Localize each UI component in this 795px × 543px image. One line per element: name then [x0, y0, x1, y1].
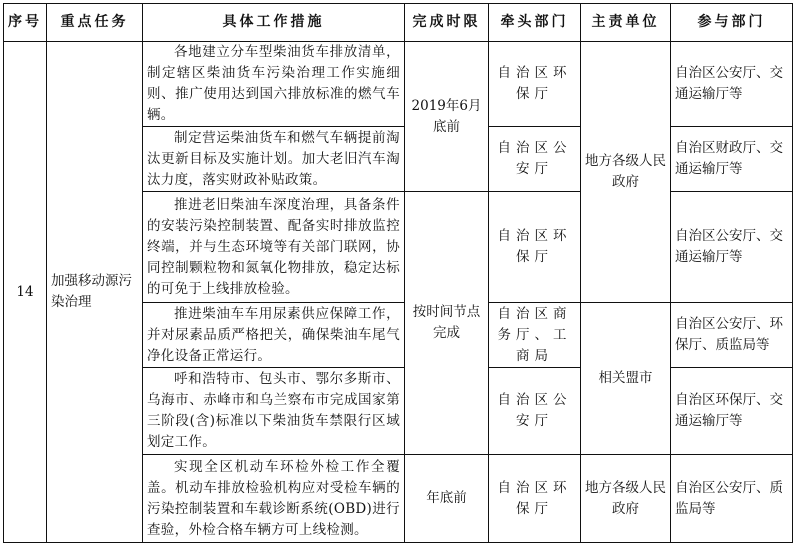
- key-task-cell: 加强移动源污染治理: [47, 42, 143, 543]
- header-key-task: 重点任务: [47, 4, 143, 42]
- work-measures-table: [3, 3, 793, 543]
- responsible-unit-cell: 地方各级人民政府: [581, 455, 671, 543]
- lead-department-cell: 自治区公安厅: [489, 368, 581, 455]
- measure-cell: 呼和浩特市、包头市、鄂尔多斯市、乌海市、赤峰市和乌兰察布市完成国家第三阶段(含)标准以下柴油货车禁限行区域划定工作。: [143, 368, 405, 455]
- header-serial-number: 序号: [4, 4, 47, 42]
- serial-number-cell: 14: [4, 42, 47, 543]
- participants-cell: 自治区公安厅、交通运输厅等: [671, 192, 793, 303]
- deadline-cell: 按时间节点完成: [405, 192, 489, 455]
- header-lead-department: 牵头部门: [489, 4, 581, 42]
- lead-department-cell: 自治区商务厅、工商局: [489, 303, 581, 368]
- responsible-unit-cell: 地方各级人民政府: [581, 42, 671, 303]
- table-row: [4, 42, 793, 127]
- deadline-cell: 2019年6月底前: [405, 42, 489, 192]
- measure-cell: 推进老旧柴油车深度治理，具备条件的安装污染控制装置、配备实时排放监控终端，并与生态环境等有关部门联网，协同控制颗粒物和氮氧化物排放，稳定达标的可免于上线排放检验。: [143, 192, 405, 303]
- document-page: [3, 3, 792, 538]
- lead-department-cell: 自治区公安厅: [489, 127, 581, 192]
- lead-department-cell: 自治区环保厅: [489, 42, 581, 127]
- header-row: [4, 4, 793, 42]
- measure-cell: 各地建立分车型柴油货车排放清单，制定辖区柴油货车污染治理工作实施细则、推广使用达到国六排放标准的燃气车辆。: [143, 42, 405, 127]
- header-responsible-unit: 主责单位: [581, 4, 671, 42]
- participants-cell: 自治区公安厅、交通运输厅等: [671, 42, 793, 127]
- responsible-unit-cell: 相关盟市: [581, 303, 671, 455]
- lead-department-cell: 自治区环保厅: [489, 192, 581, 303]
- header-participating-departments: 参与部门: [671, 4, 793, 42]
- header-deadline: 完成时限: [405, 4, 489, 42]
- participants-cell: 自治区公安厅、质监局等: [671, 455, 793, 543]
- deadline-cell: 年底前: [405, 455, 489, 543]
- lead-department-cell: 自治区环保厅: [489, 455, 581, 543]
- header-specific-measures: 具体工作措施: [143, 4, 405, 42]
- measure-cell: 推进柴油车车用尿素供应保障工作，并对尿素品质严格把关，确保柴油车尾气净化设备正常运行。: [143, 303, 405, 368]
- participants-cell: 自治区财政厅、交通运输厅等: [671, 127, 793, 192]
- participants-cell: 自治区环保厅、交通运输厅等: [671, 368, 793, 455]
- measure-cell: 制定营运柴油货车和燃气车辆提前淘汰更新目标及实施计划。加大老旧汽车淘汰力度，落实财政补贴政策。: [143, 127, 405, 192]
- measure-cell: 实现全区机动车环检外检工作全覆盖。机动车排放检验机构应对受检车辆的污染控制装置和车载诊断系统(OBD)进行查验，外检合格车辆方可上线检测。: [143, 455, 405, 543]
- participants-cell: 自治区公安厅、环保厅、质监局等: [671, 303, 793, 368]
